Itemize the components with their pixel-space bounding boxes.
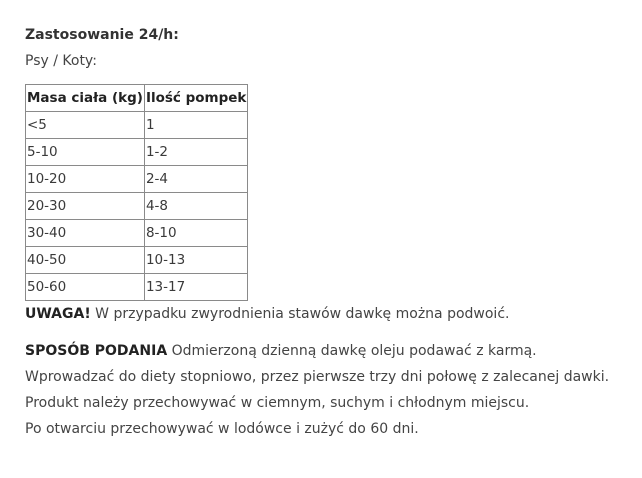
cell-body-weight: 30-40 xyxy=(26,220,145,247)
table-row xyxy=(26,247,248,274)
warning-text: W przypadku zwyrodnienia stawów dawkę można podwoić. xyxy=(90,306,510,322)
cell-body-weight: 50-60 xyxy=(26,274,145,301)
header-pump-count: Ilość pompek xyxy=(144,85,247,112)
cell-pump-count: 4-8 xyxy=(144,193,247,220)
cell-pump-count: 13-17 xyxy=(144,274,247,301)
table-row xyxy=(26,139,248,166)
table-row xyxy=(26,193,248,220)
instruction-line: Produkt należy przechowywać w ciemnym, suchym i chłodnym miejscu. xyxy=(25,395,530,411)
method-text: Odmierzoną dzienną dawkę oleju podawać z karmą. xyxy=(167,343,537,359)
warning-label: UWAGA! xyxy=(25,306,91,322)
instruction-line: Po otwarciu przechowywać w lodówce i zużyć do 60 dni. xyxy=(25,421,419,437)
product-usage-section xyxy=(25,26,625,438)
method-paragraph xyxy=(25,342,625,360)
cell-pump-count: 8-10 xyxy=(144,220,247,247)
cell-body-weight: 20-30 xyxy=(26,193,145,220)
table-row xyxy=(26,166,248,193)
species-label: Psy / Koty: xyxy=(25,53,97,69)
usage-heading: Zastosowanie 24/h: xyxy=(25,27,179,43)
method-label: SPOSÓB PODANIA xyxy=(25,343,168,359)
cell-pump-count: 2-4 xyxy=(144,166,247,193)
header-body-weight: Masa ciała (kg) xyxy=(26,85,145,112)
cell-body-weight: 5-10 xyxy=(26,139,145,166)
cell-body-weight: <5 xyxy=(26,112,145,139)
instruction-line: Wprowadzać do diety stopniowo, przez pierwsze trzy dni połowę z zalecanej dawki. xyxy=(25,369,610,385)
cell-pump-count: 10-13 xyxy=(144,247,247,274)
table-row xyxy=(26,220,248,247)
cell-pump-count: 1-2 xyxy=(144,139,247,166)
cell-body-weight: 40-50 xyxy=(26,247,145,274)
cell-pump-count: 1 xyxy=(144,112,247,139)
table-row xyxy=(26,112,248,139)
table-row xyxy=(26,274,248,301)
dosage-table xyxy=(25,84,248,301)
table-header-row xyxy=(26,85,248,112)
cell-body-weight: 10-20 xyxy=(26,166,145,193)
warning-paragraph xyxy=(25,305,625,323)
